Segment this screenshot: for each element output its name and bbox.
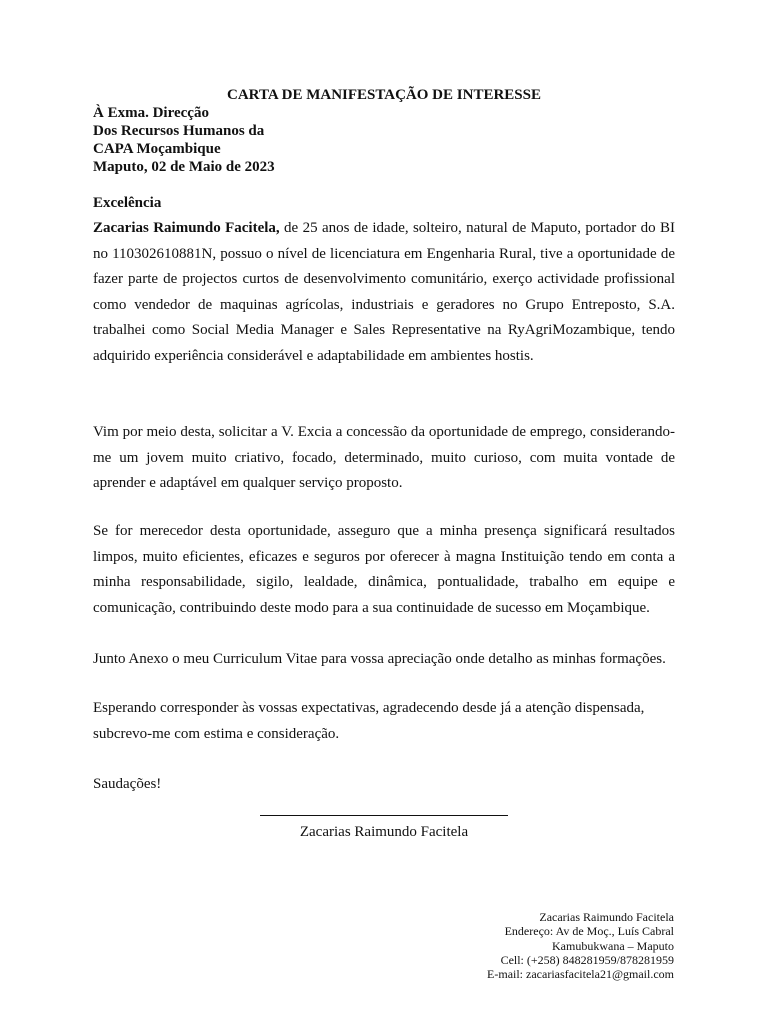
recipient-line: À Exma. Direcção bbox=[93, 105, 209, 121]
letter-title: CARTA DE MANIFESTAÇÃO DE INTERESSE bbox=[227, 87, 541, 103]
recipient-address bbox=[93, 104, 275, 176]
date-line: Maputo, 02 de Maio de 2023 bbox=[93, 159, 275, 175]
contact-footer bbox=[487, 910, 674, 981]
footer-city: Kamubukwana – Maputo bbox=[552, 938, 674, 953]
footer-name: Zacarias Raimundo Facitela bbox=[539, 910, 674, 924]
signature-name: Zacarias Raimundo Facitela bbox=[299, 824, 469, 840]
footer-address: Endereço: Av de Moç., Luís Cabral bbox=[504, 924, 674, 939]
salutation: Excelência bbox=[93, 195, 162, 211]
applicant-name-bold: Zacarias Raimundo Facitela, bbox=[93, 220, 280, 236]
paragraph-introduction-text: de 25 anos de idade, solteiro, natural de Maputo, portador do BI no 110302610881N, possuo o nível de licenciatura em Engenharia Rural, tive a oportunidade de fazer parte de projectos curtos de desenvolvimento comunitário, exerço actividade profissional como vendedor de maquinas agrícolas, industriais e geradores no Grupo Entreposto, S.A. trabalhei como Social Media Manager e Sales Representative na RyAgriMozambique, tendo adquirido experiência considerável e adaptabilidade em ambientes hostis. bbox=[93, 220, 676, 364]
paragraph-thanks: Esperando corresponder às vossas expectativas, agradecendo desde já a atenção dispensada, subcrevo-me com estima e consideração. bbox=[93, 700, 645, 742]
paragraph-attachment: Junto Anexo o meu Curriculum Vitae para vossa apreciação onde detalho as minhas formações. bbox=[93, 651, 666, 667]
signature-line bbox=[260, 815, 508, 816]
paragraph-commitment: Se for merecedor desta oportunidade, asseguro que a minha presença significará resultados limpos, muito eficientes, eficazes e seguros por oferecer à magna Instituição tendo em conta a minha responsabilidade, sigilo, lealdade, dinâmica, pontualidade, trabalho em equipe e comunicação, contribuindo deste modo para a sua continuidade de sucesso em Moçambique. bbox=[93, 523, 675, 616]
paragraph-introduction bbox=[93, 216, 675, 369]
recipient-line: Dos Recursos Humanos da bbox=[93, 123, 265, 139]
paragraph-request: Vim por meio desta, solicitar a V. Excia a concessão da oportunidade de emprego, considerando-me um jovem muito criativo, focado, determinado, muito curioso, com muita vontade de aprender e adaptável em qualquer serviço proposto. bbox=[93, 424, 675, 491]
recipient-line: CAPA Moçambique bbox=[93, 141, 221, 157]
footer-phone: Cell: (+258) 848281959/878281959 bbox=[500, 952, 674, 967]
closing-greeting: Saudações! bbox=[93, 776, 162, 792]
footer-email: E-mail: zacariasfacitela21@gmail.com bbox=[487, 967, 674, 982]
